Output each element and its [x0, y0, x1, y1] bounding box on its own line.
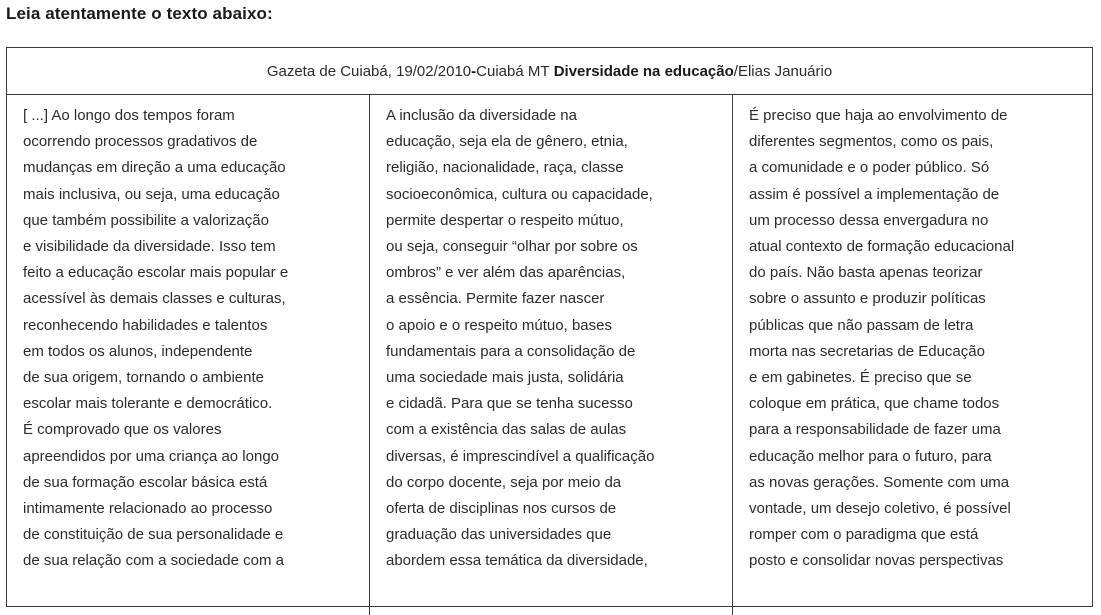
text-line: com a existência das salas de aulas [386, 421, 627, 439]
text-line: diferentes segmentos, como os pais, [749, 133, 994, 151]
text-line: mais inclusiva, ou seja, uma educação [23, 185, 280, 203]
header-source: Gazeta de Cuiabá, 19/02/2010 [266, 62, 472, 80]
text-line: em todos os alunos, independente [23, 342, 253, 360]
text-line: o apoio e o respeito mútuo, bases [386, 316, 612, 334]
text-line: do país. Não basta apenas teorizar [749, 264, 983, 282]
text-line: sobre o assunto e produzir políticas [749, 290, 986, 308]
text-line: É comprovado que os valores [23, 421, 222, 439]
text-line: educação melhor para o futuro, para [749, 447, 992, 465]
text-line: apreendidos por uma criança ao longo [23, 447, 280, 465]
text-line: [ ...] Ao longo dos tempos foram [23, 107, 235, 124]
text-line: que também possibilite a valorização [23, 211, 269, 229]
text-line: coloque em prática, que chame todos [749, 395, 1000, 413]
text-line: de sua origem, tornando o ambiente [23, 369, 264, 387]
text-column-2 [370, 95, 733, 615]
text-line: É preciso que haja ao envolvimento de [749, 107, 1008, 124]
text-line: abordem essa temática da diversidade, [386, 552, 648, 570]
text-line: do corpo docente, seja por meio da [386, 473, 622, 491]
text-line: oferta de disciplinas nos cursos de [386, 500, 617, 518]
text-line: e em gabinetes. É preciso que se [749, 369, 972, 387]
text-line: um processo dessa envergadura no [749, 211, 989, 229]
text-line: permite despertar o respeito mútuo, [386, 211, 624, 229]
text-line: a essência. Permite fazer nascer [386, 290, 605, 308]
text-line: as novas gerações. Somente com uma [749, 473, 1010, 491]
text-column-1 [7, 95, 370, 615]
text-line: para a responsabilidade de fazer uma [749, 421, 1001, 439]
text-line: de sua formação escolar básica está [23, 473, 268, 491]
text-line: e visibilidade da diversidade. Isso tem [23, 238, 276, 256]
article-header [7, 48, 1092, 95]
text-line: religião, nacionalidade, raça, classe [386, 159, 624, 177]
text-line: educação, seja ela de gênero, etnia, [386, 133, 628, 151]
instruction-heading: Leia atentamente o texto abaixo: [6, 4, 273, 23]
text-line: de sua relação com a sociedade com a [23, 552, 284, 570]
text-line: escolar mais tolerante e democrático. [23, 395, 273, 413]
text-line: uma sociedade mais justa, solidária [386, 369, 624, 387]
text-line: posto e consolidar novas perspectivas [749, 552, 1004, 570]
text-line: a comunidade e o poder público. Só [749, 159, 990, 177]
text-line: ou seja, conseguir “olhar por sobre os [386, 238, 638, 256]
text-line: e cidadã. Para que se tenha sucesso [386, 395, 633, 413]
text-line: ocorrendo processos gradativos de [23, 133, 258, 151]
header-author-separator: / [733, 62, 738, 80]
header-place: Cuiabá MT [476, 62, 550, 80]
text-column-3 [733, 95, 1092, 615]
text-line: ombros” e ver além das aparências, [386, 264, 626, 282]
text-line: públicas que não passam de letra [749, 316, 974, 334]
text-line: graduação das universidades que [386, 526, 612, 544]
text-line: acessível às demais classes e culturas, [23, 290, 286, 308]
text-line: socioeconômica, cultura ou capacidade, [386, 185, 653, 203]
article-author: Elias Januário [737, 62, 833, 80]
text-line: assim é possível a implementação de [749, 185, 1000, 203]
text-line: intimamente relacionado ao processo [23, 500, 273, 518]
text-line: vontade, um desejo coletivo, é possível [749, 500, 1011, 518]
text-line: reconhecendo habilidades e talentos [23, 316, 268, 334]
text-line: diversas, é imprescindível a qualificação [386, 447, 655, 465]
text-line: romper com o paradigma que está [749, 526, 979, 544]
header-separator: - [471, 62, 477, 80]
text-line: A inclusão da diversidade na [386, 107, 577, 124]
article-title: Diversidade na educação [553, 62, 734, 80]
article-columns [7, 95, 1092, 615]
text-line: feito a educação escolar mais popular e [23, 264, 289, 282]
text-line: atual contexto de formação educacional [749, 238, 1015, 256]
text-line: mudanças em direção a uma educação [23, 159, 286, 177]
text-line: fundamentais para a consolidação de [386, 342, 636, 360]
text-line: morta nas secretarias de Educação [749, 342, 985, 360]
text-line: de constituição de sua personalidade e [23, 526, 284, 544]
text-frame [6, 47, 1093, 607]
